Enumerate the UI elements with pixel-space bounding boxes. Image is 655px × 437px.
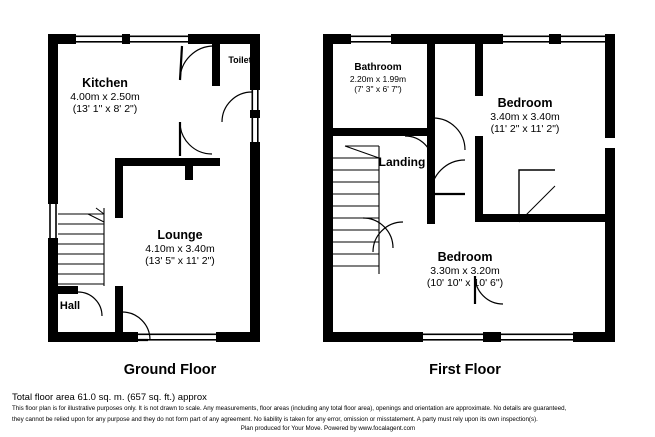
room-label-bathroom: Bathroom 2.20m x 1.99m (7' 3" x 6' 7") [349,62,407,94]
ground-floor-title: Ground Floor [123,362,217,378]
disclaimer-line-2: they cannot be relied upon for any purpose and they do not form part of any agreement. No liability is taken for any error, omission or misstatement. A party must rely upon its own inspection(s). [12,415,538,423]
footer [12,392,644,432]
room-label-lounge: Lounge 4.10m x 3.40m (13' 5" x 11' 2") [145,228,215,268]
room-label-hall: Hall [59,300,81,312]
room-label-landing: Landing [378,155,426,169]
ground-floor-drawing [30,18,330,378]
disclaimer-line-1: This floor plan is for illustrative purposes only. It is not drawn to scale. Any measurements, floor areas (including any total floor area), openings and orientation are approximate. No details are guaranteed, [12,405,567,412]
total-area-text: Total floor area 61.0 sq. m. (657 sq. ft.) approx [12,392,207,403]
room-label-toilet: Toilet [228,55,252,65]
room-label-bedroom-2: Bedroom 3.30m x 3.20m (10' 10" x 10' 6") [426,250,504,290]
room-label-bedroom-1: Bedroom 3.40m x 3.40m (11' 2" x 11' 2") [490,96,560,136]
first-floor-title: First Floor [429,362,501,378]
room-label-kitchen: Kitchen 4.00m x 2.50m (13' 1" x 8' 2") [70,76,140,116]
disclaimer-line-3: Plan produced for Your Move. Powered by www.focalagent.com [240,424,416,432]
